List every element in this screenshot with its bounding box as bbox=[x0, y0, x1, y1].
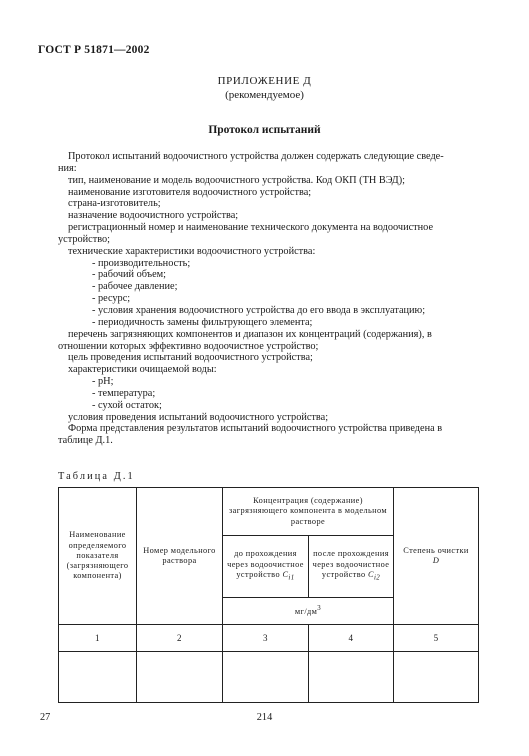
before-filtration-symbol: C bbox=[282, 569, 289, 579]
appendix-subtitle: (рекомендуемое) bbox=[225, 89, 304, 101]
sub-list-item: - pH; bbox=[92, 376, 114, 388]
after-filtration-subscript: i2 bbox=[373, 574, 381, 582]
list-item: тип, наименование и модель водоочистного устройства. Код ОКП (ТН ВЭД); bbox=[68, 174, 406, 186]
empty-data-cell bbox=[137, 652, 223, 703]
results-table bbox=[58, 487, 479, 703]
header-solution-number: Номер модельного раствора bbox=[137, 488, 223, 625]
list-item: устройство; bbox=[58, 233, 111, 245]
sub-list-item: - периодичность замены фильтрующего элемента; bbox=[92, 316, 313, 328]
column-number: 4 bbox=[309, 625, 394, 652]
list-item: таблице Д.1. bbox=[58, 435, 113, 447]
header-concentration: Концентрация (содержание) загрязняющего компонента в модельном растворе bbox=[223, 488, 394, 536]
list-item: характеристики очищаемой воды: bbox=[68, 364, 217, 376]
header-before-filtration bbox=[223, 536, 309, 598]
empty-data-cell bbox=[309, 652, 394, 703]
appendix-title: ПРИЛОЖЕНИЕ Д bbox=[217, 75, 312, 87]
list-item: наименование изготовителя водоочистного устройства; bbox=[68, 186, 312, 198]
unit-superscript: 3 bbox=[317, 605, 322, 613]
purification-degree-label: Степень очистки bbox=[403, 545, 469, 555]
sub-list-item: - рабочий объем; bbox=[92, 269, 167, 281]
list-item: Форма представления результатов испытаний водоочистного устройства приведена в bbox=[68, 423, 443, 435]
table-caption: Таблица Д.1 bbox=[58, 471, 135, 482]
list-item: отношении которых эффективно водоочистное устройство; bbox=[58, 340, 319, 352]
empty-data-cell bbox=[223, 652, 309, 703]
column-number: 1 bbox=[59, 625, 137, 652]
page-number-center: 214 bbox=[256, 712, 273, 723]
intro-line: Протокол испытаний водоочистного устройства должен содержать следующие сведе- bbox=[68, 151, 444, 162]
page-number-left: 27 bbox=[40, 712, 51, 723]
list-item: условия проведения испытаний водоочистного устройства; bbox=[68, 411, 329, 423]
before-filtration-subscript: i1 bbox=[288, 574, 295, 582]
empty-data-cell bbox=[59, 652, 137, 703]
header-purification-degree bbox=[394, 488, 479, 625]
after-filtration-label: после прохождения через водоочистное устройство bbox=[312, 549, 390, 579]
list-item: перечень загрязняющих компонентов и диапазон их концентраций (содержания), в bbox=[68, 328, 432, 340]
before-filtration-label: до прохождения через водоочистное устройство bbox=[227, 549, 304, 579]
sub-list-item: - условия хранения водоочистного устройства до его ввода в эксплуатацию; bbox=[92, 304, 426, 316]
column-number: 2 bbox=[137, 625, 223, 652]
sub-list-item: - температура; bbox=[92, 387, 156, 399]
column-number: 5 bbox=[394, 625, 479, 652]
sub-list-item: - производительность; bbox=[92, 257, 191, 269]
unit-row bbox=[223, 598, 394, 625]
header-after-filtration bbox=[309, 536, 394, 598]
header-indicator-name: Наименование определяемого показателя (загрязняющего компонента) bbox=[59, 488, 137, 625]
section-title: Протокол испытаний bbox=[208, 124, 321, 136]
sub-list-item: - сухой остаток; bbox=[92, 399, 162, 411]
list-item: регистрационный номер и наименование технического документа на водоочистное bbox=[68, 222, 434, 234]
document-header: ГОСТ Р 51871—2002 bbox=[38, 44, 150, 56]
empty-data-cell bbox=[394, 652, 479, 703]
sub-list-item: - ресурс; bbox=[92, 293, 131, 305]
body-text bbox=[58, 151, 478, 447]
column-number: 3 bbox=[223, 625, 309, 652]
intro-line: ния: bbox=[58, 162, 77, 174]
unit-label: мг/дм bbox=[294, 607, 318, 617]
list-item: цель проведения испытаний водоочистного устройства; bbox=[68, 352, 313, 364]
after-filtration-symbol: C bbox=[368, 569, 374, 579]
sub-list-item: - рабочее давление; bbox=[92, 281, 178, 293]
list-item: страна-изготовитель; bbox=[68, 198, 161, 210]
list-item: назначение водоочистного устройства; bbox=[68, 210, 239, 222]
purification-degree-symbol: D bbox=[432, 556, 440, 565]
list-item: технические характеристики водоочистного устройства: bbox=[68, 245, 316, 257]
